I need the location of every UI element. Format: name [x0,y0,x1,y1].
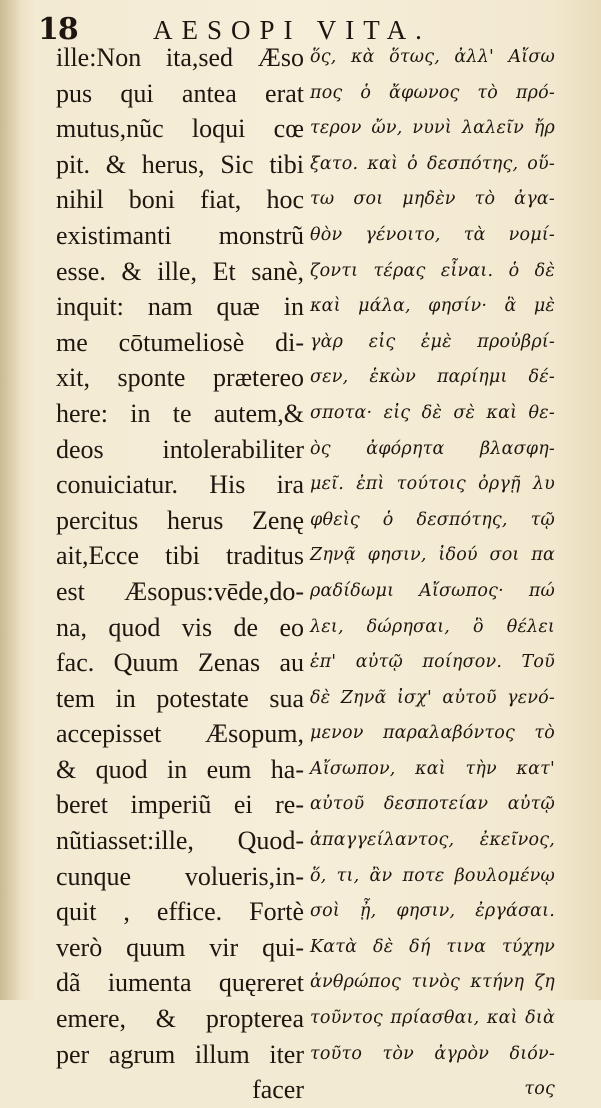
latin-text-line: pit. & herus, Sic tibi [56,149,304,179]
latin-text-line: existimanti monstrũ [56,220,304,250]
greek-text-line: ὅς, κὰ ὅτως, ἀλλ' Αἴσω [310,47,555,67]
greek-text-line: τερον ὤν, νυνὶ λαλεῖν ἤρ [310,118,555,139]
latin-text-line: conuiciatur. His ira [56,470,304,500]
latin-text-line: verò quum vir qui- [56,932,304,962]
latin-column [56,40,304,1108]
latin-text-line: accepisset Æsopum, [56,719,304,749]
latin-text-line: dã iumenta quęreret [56,968,304,998]
greek-text-line: σοὶ ᾖ, φησιν, ἐργάσαι. [310,901,555,922]
greek-text-line: θὸν γένοιτο, τὰ νομί- [310,224,555,245]
latin-text-line: tem in potestate sua [56,683,304,713]
greek-text-line: καὶ μάλα, φησίν· ἃ μὲ [310,296,555,317]
greek-text-line: ὅ, τι, ἂν ποτε βουλομένῳ [310,865,555,886]
greek-text-line: σποτα· εἰς δὲ σὲ καὶ θε- [310,402,555,423]
latin-text-line: nũtiasset:ille, Quod- [56,826,304,856]
page-number: 18 [38,12,78,47]
gutter-shadow [0,0,22,1000]
latin-text-line: beret imperiũ ei re- [56,790,304,820]
greek-text-line: Κατὰ δὲ δή τινα τύχην [310,936,555,957]
greek-text-line: ἀπαγγείλαντος, ἐκεῖνος, [310,830,555,851]
greek-text-line: αὐτοῦ δεσποτείαν αὐτῷ [310,794,555,815]
greek-text-line: μεῖ. ἐπὶ τούτοις ὀργῇ λυ [310,474,555,495]
greek-text-line: ραδίδωμι Αἴσωπος· πώ [310,580,555,601]
greek-text-line: Ζηνᾷ φησιν, ἰδού σοι πα [310,545,555,566]
greek-column [310,40,555,1108]
latin-text-line: pus qui antea erat [56,78,304,108]
greek-text-line: πος ὁ ἄφωνος τὸ πρό- [310,82,555,103]
greek-text-line: μενον παραλαβόντος τὸ [310,723,555,744]
latin-text-line: deos intolerabiliter [56,434,304,464]
greek-text-line: ἀνθρώπος τινὸς κτήνη ζη [310,972,555,993]
greek-text-line: λει, δώρησαι, ὃ θέλει [310,616,555,637]
greek-text-line: ξατο. καὶ ὁ δεσπότης, οὕ- [310,153,555,174]
latin-text-line: nihil boni fiat, hoc [56,185,304,215]
latin-text-line: me cōtumeliosè di- [56,327,304,357]
latin-text-line: ait,Ecce tibi traditus [56,541,304,571]
latin-text-line: ille:Non ita,sed Æso [56,43,304,72]
latin-text-line: & quod in eum ha- [56,754,304,784]
latin-text-line: na, quod vis de eo [56,612,304,642]
latin-text-line: quit , effice. Fortè [56,897,304,927]
greek-text-line: ζοντι τέρας εἶναι. ὁ δὲ [310,260,555,281]
latin-text-line: here: in te autem,& [56,398,304,428]
greek-text-line: τος [524,1079,555,1100]
greek-text-line: τω σοι μηδὲν τὸ ἀγα- [310,189,555,210]
greek-text-line: Αἴσωπον, καὶ τὴν κατ' [310,758,555,779]
greek-text-line: τοῦντος πρίασθαι, καὶ διὰ [310,1008,555,1029]
greek-text-line: τοῦτο τὸν ἀγρὸν διόν- [310,1043,555,1064]
latin-text-line: est Æsopus:vēde,do- [56,576,304,606]
greek-text-line: ὸς ἀφόρητα βλασφη- [310,438,555,459]
latin-text-line: fac. Quum Zenas au [56,648,304,678]
latin-text-line: xit, sponte prætereo [56,363,304,393]
latin-text-line: facer [252,1075,304,1105]
greek-text-line: ἐπ' αὐτῷ ποίησον. Τοῦ [310,652,555,673]
greek-text-line: φθεὶς ὁ δεσπότης, τῷ [310,509,555,530]
latin-text-line: per agrum illum iter [56,1039,304,1069]
greek-text-line: δὲ Ζηνᾶ ἰσχ' αὐτοῦ γενό- [310,687,555,708]
latin-text-line: inquit: nam quæ in [56,292,304,322]
latin-text-line: emere, & propterea [56,1004,304,1034]
latin-text-line: percitus herus Zenę [56,505,304,535]
running-head: AESOPI VITA. [153,15,431,45]
greek-text-line: σεν, ἑκὼν παρίημι δέ- [310,367,555,388]
latin-text-line: mutus,nũc loqui cœ [56,114,304,144]
latin-text-line: esse. & ille, Et sanè, [56,256,304,286]
greek-text-line: γὰρ εἰς ἐμὲ προὐβρί- [310,331,555,352]
latin-text-line: cunque volueris,in- [56,861,304,891]
